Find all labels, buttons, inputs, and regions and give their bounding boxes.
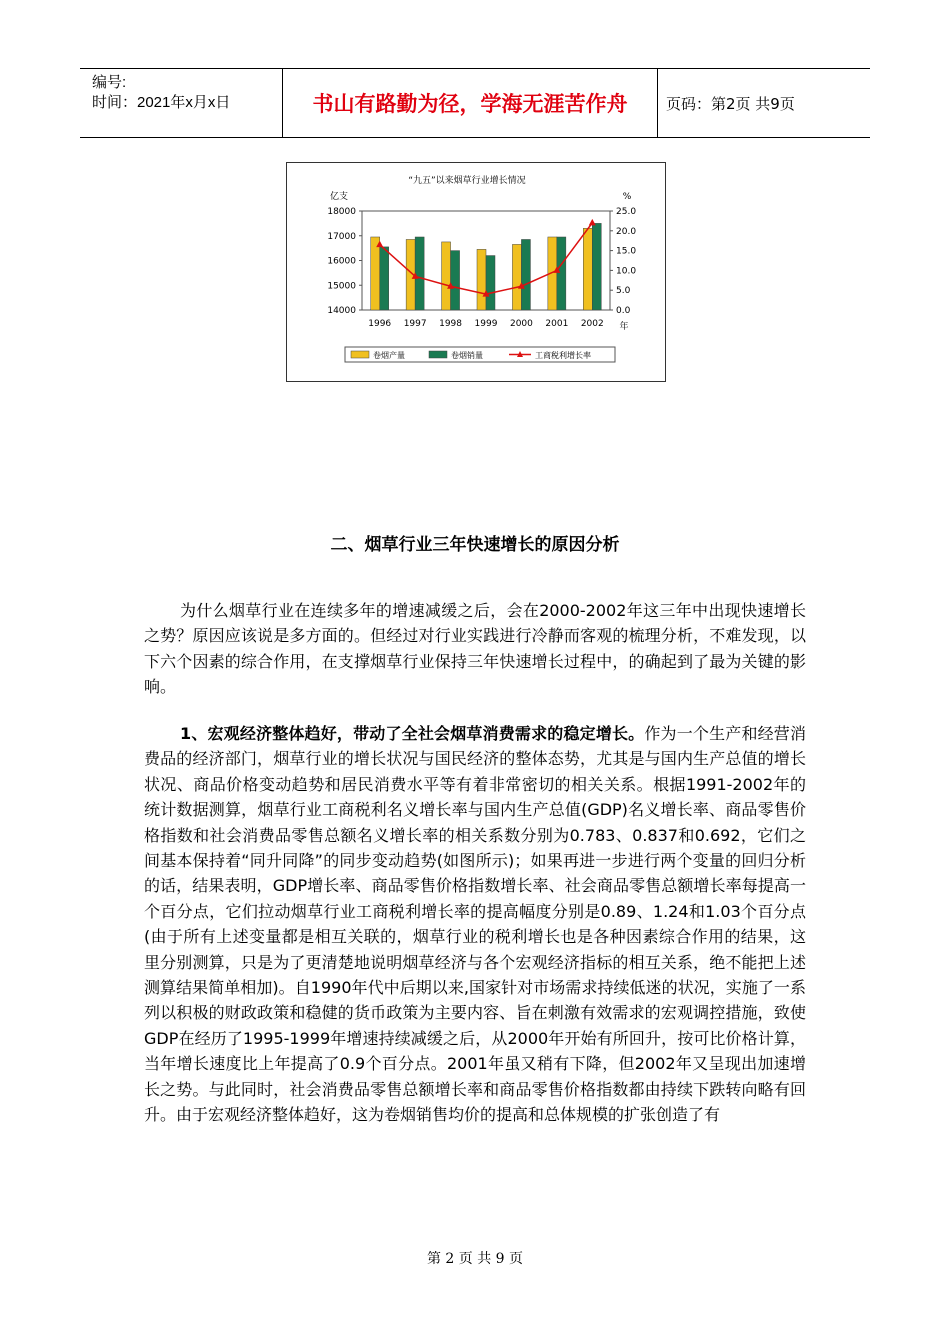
legend-swatch-production (351, 351, 369, 358)
y2-tick-label: 20.0 (616, 226, 637, 237)
header-motto: 书山有路勤为径，学海无涯苦作舟 (283, 69, 658, 137)
y2-tick-label: 25.0 (616, 207, 637, 217)
growth-rate-point (589, 219, 596, 226)
bar-sales (521, 239, 530, 310)
growth-chart (286, 162, 666, 382)
y-tick-label: 15000 (327, 281, 356, 292)
bar-sales (380, 247, 389, 310)
y2-tick-label: 15.0 (616, 246, 637, 257)
bar-sales (451, 251, 460, 310)
y-tick-label: 18000 (327, 207, 356, 217)
x-tick-label: 1999 (474, 319, 498, 329)
legend-label: 卷烟销量 (451, 351, 483, 360)
page-footer: 第 2 页 共 9 页 (426, 1251, 524, 1267)
chart-right-unit: % (622, 192, 632, 202)
x-tick-label: 2001 (545, 319, 569, 329)
bar-sales (486, 256, 495, 310)
bar-production (371, 237, 380, 310)
y2-tick-label: 5.0 (616, 286, 631, 297)
x-tick-label: 2000 (509, 319, 533, 329)
header-page-info: 页码：第2页 共9页 (666, 94, 795, 113)
y-tick-label: 14000 (327, 306, 356, 316)
paragraph-lead-heading: 1、宏观经济整体趋好，带动了全社会烟草消费需求的稳定增长。 (180, 724, 645, 743)
bar-production (583, 228, 592, 310)
x-tick-label: 2002 (580, 319, 604, 329)
legend-label: 卷烟产量 (373, 351, 405, 360)
x-tick-label: 1996 (368, 319, 392, 329)
chart-left-unit: 亿支 (329, 192, 349, 202)
legend-label: 工商税利增长率 (535, 351, 591, 360)
bar-production (477, 249, 486, 310)
bar-sales (592, 223, 601, 310)
y2-tick-label: 0.0 (616, 306, 631, 316)
paragraph-body: 作为一个生产和经营消费品的经济部门，烟草行业的增长状况与国民经济的整体态势，尤其是与国内生产总值的增长状况、商品价格变动趋势和居民消费水平等有着非常密切的相关关系。根据1991-2002年的统计数据测算，烟草行业工商税利名义增长率与国内生产总值(GDP)名义增长率、商品零售价格指数和社会消费品零售总额名义增长率的相关系数分别为0.783、0.837和0.692，它们之间基本保持着“同升同降”的同步变动趋势(如图所示)；如果再进一步进行两个变量的回归分析的话，结果表明，GDP增长率、商品零售价格指数增长率、社会商品零售总额增长率每提高一个百分点，它们拉动烟草行业工商税利增长率的提高幅度分别是0.89、1.24和1.03个百分点(由于所有上述变量都是相互关联的，烟草行业的税利增长也是各种因素综合作用的结果，这里分别测算，只是为了更清楚地说明烟草经济与各个宏观经济指标的相互关系，绝不能把上述测算结果简单相加)。自1990年代中后期以来,国家针对市场需求持续低迷的状况，实施了一系列以积极的财政政策和稳健的货币政策为主要内容、旨在刺激有效需求的宏观调控措施，致使GDP在经历了1995-1999年增速持续减缓之后，从2000年开始有所回升，按可比价格计算，当年增长速度比上年提高了0.9个百分点。2001年虽又稍有下降，但2002年又呈现出加速增长之势。与此同时，社会消费品零售总额增长率和商品零售价格指数都由持续下跌转向略有回升。由于宏观经济整体趋好，这为卷烟销售均价的提高和总体规模的扩张创造了有 (144, 724, 806, 1125)
y-tick-label: 16000 (327, 256, 356, 267)
paragraph-intro: 为什么烟草行业在连续多年的增速减缓之后，会在2000-2002年这三年中出现快速增长之势？原因应该说是多方面的。但经过对行业实践进行冷静而客观的梳理分析，不难发现，以下六个因素的综合作用，在支撑烟草行业保持三年快速增长过程中，的确起到了最为关键的影响。 (144, 601, 806, 697)
bar-production (442, 242, 451, 310)
paragraph-macro-economy (144, 721, 806, 1128)
y2-tick-label: 10.0 (616, 266, 637, 277)
x-tick-label: 1998 (439, 319, 463, 329)
growth-chart-svg (287, 163, 665, 381)
page-header (80, 68, 870, 138)
header-meta (80, 69, 283, 137)
chart-x-unit: 年 (619, 322, 629, 332)
y-tick-label: 17000 (327, 231, 356, 242)
document-number-label: 编号: (92, 74, 127, 91)
bar-sales (415, 237, 424, 310)
bar-production (512, 244, 521, 310)
document-date-label: 时间：2021年x月x日 (92, 94, 231, 111)
legend-swatch-sales (429, 351, 447, 358)
bar-sales (557, 237, 566, 310)
chart-title: “九五”以来烟草行业增长情况 (408, 176, 526, 186)
x-tick-label: 1997 (403, 319, 427, 329)
section-title: 二、烟草行业三年快速增长的原因分析 (330, 535, 620, 555)
